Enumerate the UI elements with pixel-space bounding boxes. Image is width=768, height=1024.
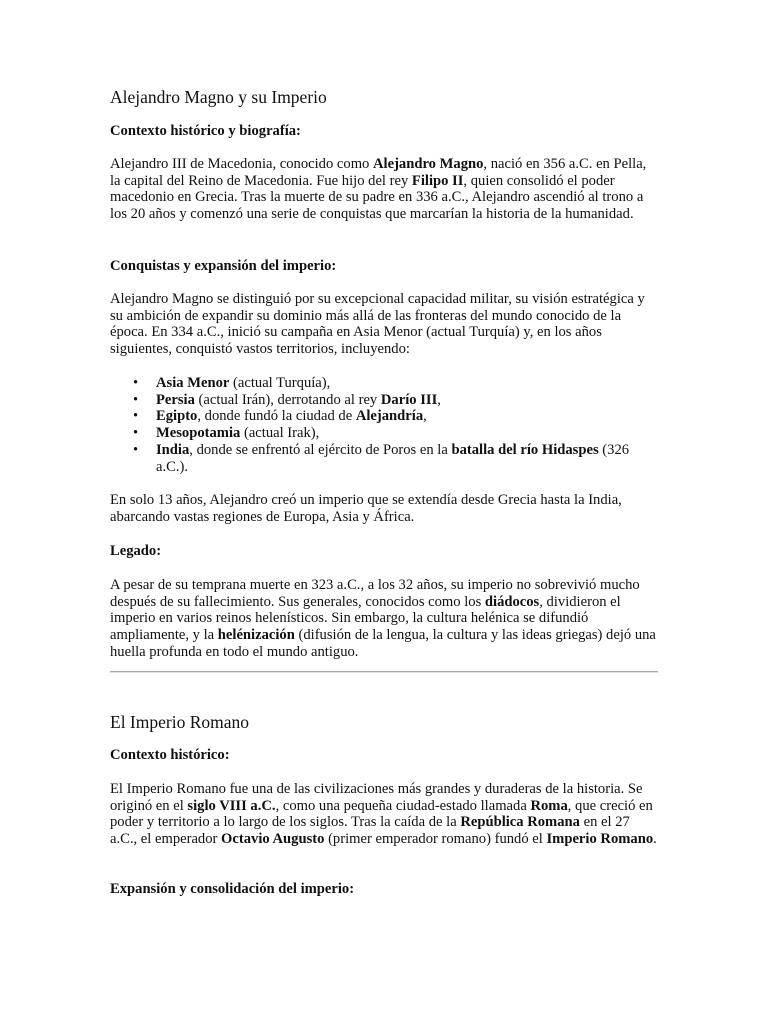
paragraph-legacy bbox=[110, 577, 660, 661]
text-run: , dividieron el imperio en varios reinos helenísticos. Sin embargo, la cultura helénica se difundió ampliamente, y la bbox=[110, 593, 621, 644]
text-run: , donde fundó la ciudad de bbox=[197, 408, 356, 425]
heading-expansion: Expansión y consolidación del imperio: bbox=[110, 881, 355, 897]
bold-text: Persia bbox=[156, 391, 195, 408]
bullet-icon: • bbox=[133, 425, 139, 442]
text-run: en el 27 a.C., el emperador bbox=[110, 814, 630, 848]
text-run: (actual Irak), bbox=[240, 425, 320, 442]
heading-context-biography: Contexto histórico y biografía: bbox=[110, 123, 301, 139]
bold-text: Alejandro Magno bbox=[373, 156, 484, 172]
text-run: (actual Irán), derrotando al rey bbox=[194, 391, 381, 408]
list-item bbox=[133, 391, 660, 409]
text-run: , quien consolidó el poder macedonio en Grecia. Tras la muerte de su padre en 336 a.C., Alejandro ascendió al trono a los 20 años y comenzó una serie de conquistas que marcarían la historia de la humanidad. bbox=[110, 172, 644, 223]
list-item bbox=[133, 425, 660, 442]
text-run: , nació en 356 a.C. en Pella, la capital del Reino de Macedonia. Fue hijo del rey bbox=[110, 156, 647, 189]
bullet-icon: • bbox=[133, 391, 139, 408]
text-run: En solo 13 años, Alejandro creó un imperio que se extendía desde Grecia hasta la India, abarcando vastas regiones de Europa, Asia y África. bbox=[110, 492, 622, 525]
text-run: (326 a.C.). bbox=[156, 441, 630, 475]
text-run: (actual Turquía), bbox=[229, 375, 331, 391]
text-run: (primer emperador romano) fundó el bbox=[324, 831, 547, 848]
conquest-list bbox=[110, 375, 660, 475]
text-run: . bbox=[653, 831, 657, 848]
bold-text: India bbox=[156, 441, 190, 458]
bold-text: siglo VIII a.C. bbox=[187, 797, 276, 814]
bold-text: diádocos bbox=[484, 593, 540, 610]
heading-conquests: Conquistas y expansión del imperio: bbox=[110, 258, 337, 274]
text-run: , bbox=[437, 391, 441, 408]
text-run: (difusión de la lengua, la cultura y las ideas griegas) dejó una huella profunda en todo el mundo antiguo. bbox=[110, 627, 656, 660]
text-run: Alejandro Magno se distinguió por su excepcional capacidad militar, su visión estratégica y su ambición de expandir su dominio más allá de las fronteras del mundo conocido de la época. En 334 a.C., inició su campaña en Asia Menor (actual Turquía) y, en los años siguientes, conquistó vastos territorios, incluyendo: bbox=[110, 291, 645, 358]
text-run: , donde se enfrentó al ejército de Poros en la bbox=[189, 441, 452, 458]
bold-text: Octavio Augusto bbox=[221, 831, 325, 848]
bold-text: Filipo II bbox=[411, 172, 464, 189]
bullet-icon: • bbox=[133, 441, 139, 458]
text-run: , como una pequeña ciudad-estado llamada bbox=[275, 797, 531, 814]
section-title-roman-empire: El Imperio Romano bbox=[110, 712, 250, 732]
text-run: A pesar de su temprana muerte en 323 a.C., a los 32 años, su imperio no sobrevivió mucho después de su fallecimiento. Sus generales, conocidos como los bbox=[110, 577, 640, 610]
section-title-alejandro: Alejandro Magno y su Imperio bbox=[110, 87, 327, 107]
text-run: El Imperio Romano fue una de las civilizaciones más grandes y duraderas de la historia. Se originó en el bbox=[110, 781, 643, 814]
bold-text: Imperio Romano bbox=[546, 831, 654, 848]
list-item bbox=[133, 408, 660, 425]
bullet-icon: • bbox=[133, 408, 139, 425]
text-run: Alejandro III de Macedonia, conocido como bbox=[110, 156, 373, 172]
paragraph-roman-context bbox=[110, 781, 660, 848]
bold-text: Asia Menor bbox=[156, 375, 230, 391]
bold-text: Alejandría bbox=[355, 408, 424, 425]
bold-text: República Romana bbox=[460, 814, 580, 831]
list-item bbox=[133, 441, 660, 475]
paragraph-biography bbox=[110, 156, 660, 223]
paragraph-empire-extent bbox=[110, 492, 660, 525]
list-item bbox=[133, 375, 660, 392]
bold-text: Egipto bbox=[156, 408, 198, 425]
text-run: , bbox=[423, 408, 427, 425]
text-run: , que creció en poder y territorio a lo largo de los siglos. Tras la caída de la bbox=[110, 797, 653, 831]
bold-text: Darío III bbox=[380, 391, 438, 408]
bold-text: Mesopotamia bbox=[156, 425, 241, 442]
heading-legacy: Legado: bbox=[110, 543, 162, 559]
bold-text: Roma bbox=[530, 797, 568, 814]
section-divider bbox=[110, 671, 658, 673]
heading-historical-context: Contexto histórico: bbox=[110, 747, 230, 763]
bold-text: batalla del río Hidaspes bbox=[451, 441, 599, 458]
bullet-icon: • bbox=[133, 375, 139, 391]
paragraph-conquests bbox=[110, 291, 660, 358]
bold-text: helénización bbox=[217, 627, 295, 644]
